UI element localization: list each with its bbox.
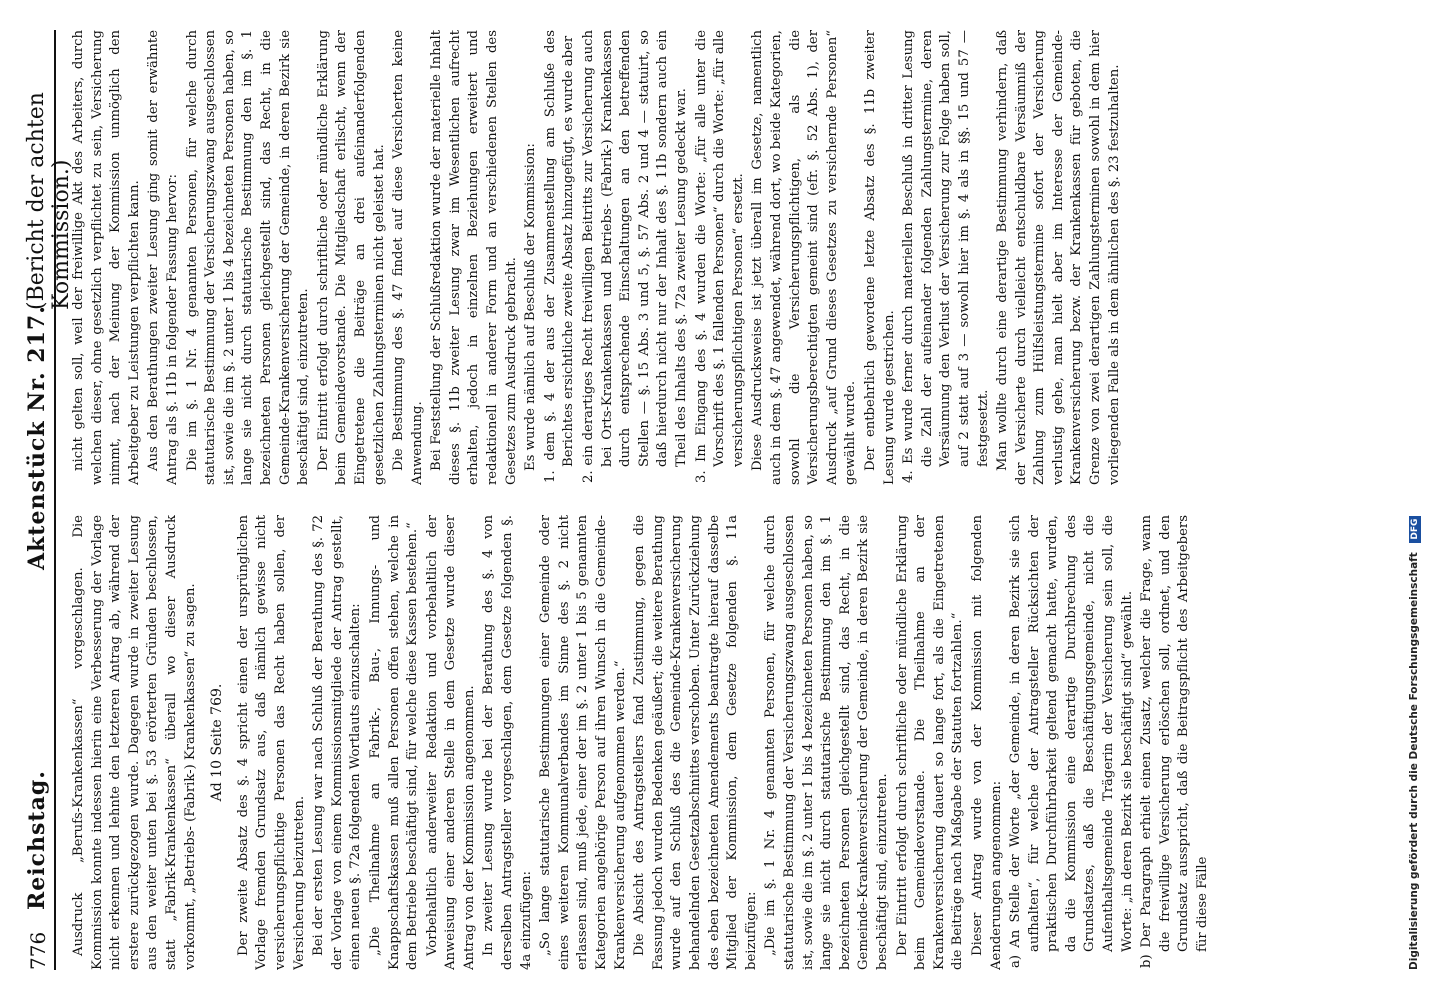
quote-paragraph: „Die Theilnahme an Fabrik-, Bau-, Innungs- und Knappschaftskassen muß allen Personen offen stehen, welche in dem Betriebe beschäftigt sind, für welche diese Kassen bestehen.“ (367, 515, 421, 970)
paragraph: Vorbehaltlich anderweiter Redaktion und vorbehaltlich der Anweisung einer anderen Stelle in dem Gesetze wurde dieser Antrag von der Kommission angenommen. (424, 515, 477, 970)
paragraph: Man wollte durch eine derartige Bestimmung verhindern, daß der Versicherte durch vielleicht entschuldbare Versäumniß der Zahlung zum Hülfsleistungstermine sofort der Versicherung verlustig gehe, man hielt aber im Interesse der Gemeinde-Krankenversicherung bezw. der Krankenkassen für geboten, die Grenze von zwei derartigen Zahlungsterminen sowohl in dem hier vorliegenden Falle als in dem ähnlichen des §. 23 festzuhalten. (995, 30, 1122, 485)
header-center-title: Aktenstück Nr. 217. (24, 305, 50, 570)
paragraph: Diese Ausdrucksweise ist jetzt überall im Gesetze, namentlich auch in dem §. 47 angewendet, während dort, wo beide Kategorien, sowohl die Versicherungspflichtigen, als die Versicherungsberechtigten gemeint sind (efr. §. 52 Abs. 1), der Ausdruck „auf Grund dieses Gesetzes zu versichernde Personen“ gewählt wurde. (750, 30, 859, 485)
digitization-credit (1408, 30, 1421, 970)
credit-text: Digitalisierung gefördert durch die Deutsche Forschungsgemeinschaft (1408, 552, 1420, 970)
paragraph: Der entbehrlich gewordene letzte Absatz des §. 11b zweiter Lesung wurde gestrichen. (862, 30, 897, 485)
paragraph: Ausdruck „Berufs-Krankenkassen“ vorgeschlagen. Die Kommission konnte indessen hierin eine Verbesserung der Vorlage nicht erkennen und lehnte den letzteren Antrag ab, während der erstere zurückgezogen wurde. Dagegen wurde in zweiter Lesung aus den weiter unten bei §. 53 erörterten Gründen beschlossen, statt „Fabrik-Krankenkassen“ überall wo dieser Ausdruck vorkommt, „Betriebs- (Fabrik-) Krankenkassen“ zu sagen. (71, 515, 198, 970)
header-right-title: (Bericht der achten Kommission.) (24, 92, 74, 310)
section-heading: Ad 10 Seite 769. (209, 683, 226, 802)
left-column (70, 515, 1280, 970)
list-item: a) An Stelle der Worte „der Gemeinde, in deren Bezirk sie sich aufhalten“, für welche der Antragsteller Rücksichten der praktischen Durchführbarkeit geltend gemacht hatte, wurden, da die Kommission eine derartige Durchbrechung des Grundsatzes, daß die Beschäftigungsgemeinde, nicht die Aufenthaltsgemeinde Trägerin der Versicherung sein soll, die Worte: „in deren Bezirk sie beschäftigt sind“ gewählt. (1008, 515, 1135, 968)
dfg-logo: DFG (1409, 516, 1421, 543)
paragraph: Dieser Antrag wurde von der Kommission mit folgenden Aenderungen angenommen: (969, 515, 1004, 970)
paragraph: Die Absicht des Antragstellers fand Zustimmung, gegen die Fassung jedoch wurden Bedenken geäußert; die weitere Berathung wurde auf den Schluß des die Gemeinde-Krankenversicherung behandelnden Gesetzabschnittes verschoben. Unter Zurückziehung des eben bezeichneten Amendements beantragte hierauf dasselbe Mitglied der Kommission, dem Gesetze folgenden §. 11a beizufügen: (632, 515, 759, 970)
quote-paragraph: Der Eintritt erfolgt durch schriftliche oder mündliche Erklärung beim Gemeindevorstande. Die Theilnahme an der Krankenversicherung dauert so lange fort, als die Eingetretenen die Beiträge nach Maßgabe der Statuten fortzahlen.“ (894, 515, 966, 970)
right-column (70, 30, 1280, 485)
list-item: 1. dem §. 4 der aus der Zusammenstellung am Schluße des Berichtes ersichtliche zweite Absatz hinzugefügt, es wurde aber (542, 30, 577, 483)
quote-paragraph: Die im §. 1 Nr. 4 genannten Personen, für welche durch statutarische Bestimmung der Versicherungszwang ausgeschlossen ist, sowie die im §. 2 unter 1 bis 4 bezeichneten Personen haben, so lange sie nicht durch statutarische Bestimmung den im §. 1 bezeichneten Personen gleichgestellt sind, das Recht, in die Gemeinde-Krankenversicherung der Gemeinde, in deren Bezirk sie beschäftigt sind, einzutreten. (184, 30, 312, 485)
header-left-title: Reichstag. (24, 770, 50, 910)
list-item: 4. Es wurde ferner durch materiellen Beschluß in dritter Lesung die Zahl der aufeinander folgenden Zahlungstermine, deren Versäumung den Verlust der Versicherung zur Folge haben soll, auf 2 statt auf 3 — sowohl hier im §. 4 als in §§. 15 und 57 — festgesetzt. (901, 30, 991, 483)
paragraph: Bei der ersten Lesung war nach Schluß der Berathung des §. 72 der Vorlage von einem Kommissionsmitgliede der Antrag gestellt, einen neuen §. 72a folgenden Wortlauts einzuschalten: (311, 515, 364, 970)
quote-paragraph: „Die im §. 1 Nr. 4 genannten Personen, für welche durch statutarische Bestimmung der Versicherungszwang ausgeschlossen ist, sowie die im §. 2 unter 1 bis 4 bezeichneten Personen haben, so lange sie nicht durch statutarische Bestimmung den im §. 1 bezeichneten Personen gleichgestellt sind, das Recht, in die Gemeinde-Krankenversicherung der Gemeinde, in deren Bezirk sie beschäftigt sind, einzutreten. (763, 515, 890, 970)
paragraph: nicht gelten soll, weil der freiwillige Akt des Arbeiters, durch welchen dieser, ohne gesetzlich verpflichtet zu sein, Versicherung nimmt, nach der Meinung der Kommission unmöglich den Arbeitgeber zu Leistungen verpflichten kann. (71, 30, 142, 485)
quote-paragraph: „So lange statutarische Bestimmungen einer Gemeinde oder eines weiteren Kommunalverbandes im Sinne des §. 2 nicht erlassen sind, muß jede, einer der im §. 2 unter 1 bis 5 genannten Kategorien angehörige Person auf ihren Wunsch in die Gemeinde-Krankenversicherung aufgenommen werden.“ (538, 515, 628, 970)
paragraph: Aus den Berathungen zweiter Lesung ging somit der erwähnte Antrag als §. 11b in folgender Fassung hervor: (146, 30, 180, 485)
page-number: 776 (26, 931, 50, 970)
quote-paragraph: Der Eintritt erfolgt durch schriftliche oder mündliche Erklärung beim Gemeindevorstande. Die Mitgliedschaft erlischt, wenn der Eingetretene die Beiträge an drei aufeinanderfolgenden gesetzlichen Zahlungsterminen nicht geleistet hat. (315, 30, 387, 485)
list-item: 2. ein derartiges Recht freiwilligen Beitritts zur Versicherung auch bei Orts-Krankenkassen und Betriebs- (Fabrik-) Krankenkassen durch entsprechende Einschaltungen an den betreffenden Stellen — §. 15 Abs. 3 und 5, §. 57 Abs. 2 und 4 — statuirt, so daß hierdurch nicht nur der Inhalt des §. 11b sondern auch ein Theil des Inhalts des §. 72a zweiter Lesung gedeckt war. (581, 30, 689, 483)
paragraph: Bei Feststellung der Schlußredaktion wurde der materielle Inhalt dieses §. 11b zweiter Lesung zwar im Wesentlichen aufrecht erhalten, jedoch in einzelnen Beziehungen erweitert und redaktionell in anderer Form und an verschiedenen Stellen des Gesetzes zum Ausdruck gebracht. (429, 30, 519, 485)
list-item: 3. Im Eingang des §. 4 wurden die Worte: „für alle unter die Vorschrift des §. 1 fallenden Personen“ durch die Worte: „für alle versicherungspflichtigen Personen“ ersetzt. (693, 30, 746, 483)
list-item: b) Der Paragraph erhielt einen Zusatz, welcher die Frage, wann die freiwillige Versicherung erlöschen soll, ordnet, und den Grundsatz ausspricht, daß die Beitragspflicht des Arbeitgebers für diese Fälle (1139, 515, 1211, 968)
paragraph: In zweiter Lesung wurde bei der Berathung des §. 4 von derselben Antragsteller vorgeschlagen, dem Gesetze folgenden §. 4a einzufügen: (481, 515, 534, 970)
paragraph: Es wurde nämlich auf Beschluß der Kommission: (523, 143, 539, 471)
page-header (24, 30, 74, 970)
paragraph: Der zweite Absatz des §. 4 spricht einen der ursprünglichen Vorlage fremden Grundsatz aus, daß nämlich gewisse nicht versicherungspflichtige Personen das Recht haben sollen, der Versicherung beizutreten. (235, 515, 307, 970)
quote-paragraph: Die Bestimmung des §. 47 findet auf diese Versicherten keine Anwendung. (391, 30, 425, 485)
